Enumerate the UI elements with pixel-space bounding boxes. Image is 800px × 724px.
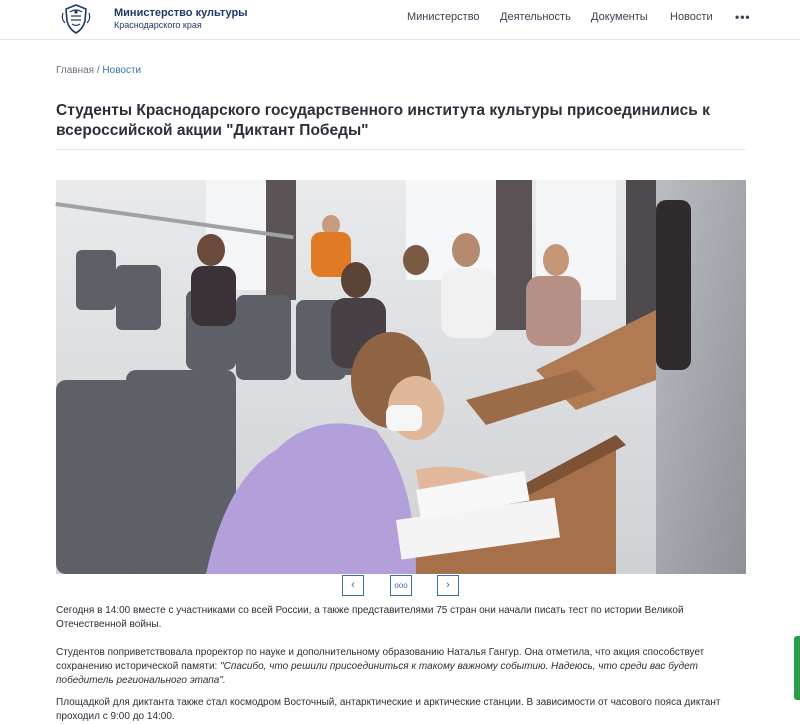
- breadcrumb-news-link[interactable]: Новости: [102, 65, 142, 76]
- breadcrumb: [56, 65, 141, 76]
- side-feedback-tab[interactable]: [794, 636, 800, 700]
- article-paragraph-3: Площадкой для диктанта также стал космодром Восточный, антарктические и арктические станции. В зависимости от часового пояса диктант проходил с 9:00 до 14:00.: [56, 697, 721, 722]
- chevron-right-icon: ›: [446, 579, 450, 591]
- article-paragraph-2: [56, 646, 746, 688]
- nav-activity[interactable]: Деятельность: [500, 11, 571, 23]
- photo-illustration: [56, 180, 746, 574]
- gallery-next-button[interactable]: [437, 575, 459, 596]
- nav-documents[interactable]: Документы: [591, 11, 648, 23]
- chevron-left-icon: ‹: [351, 579, 355, 591]
- nav-news[interactable]: Новости: [670, 11, 713, 23]
- coat-of-arms-icon[interactable]: [59, 3, 93, 35]
- breadcrumb-home-link[interactable]: Главная: [56, 65, 95, 76]
- title-divider: [56, 149, 746, 150]
- more-menu-button[interactable]: •••: [735, 10, 751, 24]
- paragraph-2-quote: "Спасибо, что решили присоединиться к такому важному событию. Надеюсь, что среди вас будет победитель регионального этапа".: [56, 661, 698, 686]
- brand-subtitle[interactable]: Краснодарского края: [114, 20, 202, 30]
- page-title: Студенты Краснодарского государственного института культуры присоединились к всероссийской акции "Диктант Победы": [56, 102, 710, 139]
- nav-ministry[interactable]: Министерство: [407, 11, 480, 23]
- article-photo[interactable]: [56, 180, 746, 574]
- site-header: [0, 0, 800, 40]
- gallery-prev-button[interactable]: [342, 575, 364, 596]
- gallery-thumbnails-button[interactable]: [390, 575, 412, 596]
- dots-icon: ооо: [394, 581, 408, 590]
- article-paragraph-1: Сегодня в 14:00 вместе с участниками со всей России, а также представителями 75 стран они начали писать тест по истории Великой Отечественной войны.: [56, 605, 684, 630]
- brand-title[interactable]: Министерство культуры: [114, 7, 248, 19]
- paragraph-2-text: Студентов поприветствовала проректор по науке и дополнительному образованию Наталья Гангур. Она отметила, что акция способствует сохранению исторической памяти:: [56, 647, 705, 672]
- breadcrumb-separator: /: [94, 65, 103, 76]
